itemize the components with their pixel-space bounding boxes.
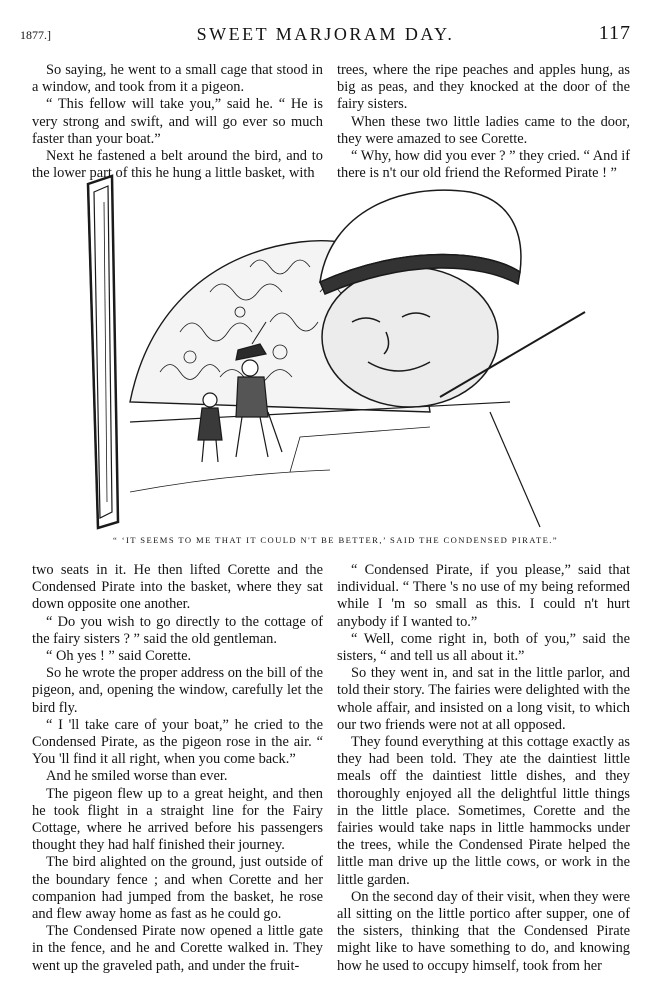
- paragraph: Next he fastened a belt around the bird, and to the lower part of this he hung a little basket, with: [32, 148, 323, 182]
- illustration-caption: “ ‘IT SEEMS TO ME THAT IT COULD N'T BE BETTER,’ SAID THE CONDENSED PIRATE.”: [112, 535, 559, 545]
- paragraph: “ Well, come right in, both of you,” said the sisters, “ and tell us all about it.”: [337, 630, 630, 665]
- paragraph: The bird alighted on the ground, just outside of the boundary fence ; and when Corette and her companion had jumped from the basket, he rose and flew away home as fast as he could go.: [32, 854, 323, 923]
- paragraph: On the second day of their visit, when they were all sitting on the little portico after supper, one of the sisters, thinking that the Condensed Pirate might like to have something to do, and knowing how he used to occupy himself, took from her: [337, 888, 630, 974]
- column-top-right: [337, 62, 630, 182]
- paragraph: “ Oh yes ! ” said Corette.: [46, 648, 192, 665]
- paragraph: The Condensed Pirate now opened a little gate in the fence, and he and Corette walked in. They went up the graveled path, and under the fruit-: [32, 923, 323, 974]
- paragraph: So he wrote the proper address on the bill of the pigeon, and, opening the window, carefully let the bird fly.: [32, 665, 323, 716]
- paragraph: “ Condensed Pirate, if you please,” said that individual. “ There 's no use of my being reformed while I 'm so small as this. I could n't hurt anybody if I wanted to.”: [337, 562, 630, 630]
- header-year: 1877.]: [20, 28, 51, 42]
- paragraph: They found everything at this cottage exactly as they had been told. They ate the daintiest little meals off the daintiest little dishes, and they thoroughly enjoyed all the delightful little things in the little place. Sometimes, Corette and the fairies would take naps in little hammocks under the trees, while the Condensed Pirate helped the little man drive up the little cows, or work in the little garden.: [337, 734, 630, 888]
- paragraph: So they went in, and sat in the little parlor, and told their story. The fairies were delighted with the whole affair, and insisted on a long visit, to which our two friends were not at all opposed.: [337, 665, 630, 733]
- paragraph: trees, where the ripe peaches and apples hung, as big as peas, and they knocked at the door of the fairy sisters.: [337, 62, 630, 113]
- giant-head: [320, 190, 585, 407]
- running-header: [20, 22, 631, 46]
- paragraph: And he smiled worse than ever.: [46, 768, 228, 785]
- column-bottom-right: [337, 562, 630, 975]
- paragraph: two seats in it. He then lifted Corette and the Condensed Pirate into the basket, where they sat down opposite one another.: [32, 562, 323, 613]
- column-bottom-left: [32, 562, 323, 975]
- paragraph: “ Do you wish to go directly to the cottage of the fairy sisters ? ” said the old gentleman.: [32, 613, 323, 647]
- mirror-frame: [88, 176, 118, 528]
- table: [130, 402, 540, 527]
- paragraph: The pigeon flew up to a great height, and then he took flight in a straight line for the Fairy Cottage, where he arrived before his passengers thought they had half finished their journey.: [32, 785, 323, 854]
- paragraph: “ This fellow will take you,” said he. “ He is very strong and swift, and will go ever so much faster than your boat.”: [32, 96, 323, 147]
- paragraph: “ Why, how did you ever ? ” they cried. “ And if there is n't our old friend the Reformed Pirate ! ”: [337, 148, 630, 182]
- page-number: 117: [598, 22, 631, 44]
- paragraph: “ I 'll take care of your boat,” he cried to the Condensed Pirate, as the pigeon rose in the air. “ You 'll find it all right, when you come back.”: [32, 716, 323, 768]
- illustration: [70, 172, 595, 532]
- header-title: SWEET MARJORAM DAY.: [196, 24, 455, 44]
- column-top-left: [32, 62, 323, 182]
- paragraph: So saying, he went to a small cage that stood in a window, and took from it a pigeon.: [32, 62, 323, 96]
- paragraph: When these two little ladies came to the door, they were amazed to see Corette.: [337, 113, 630, 147]
